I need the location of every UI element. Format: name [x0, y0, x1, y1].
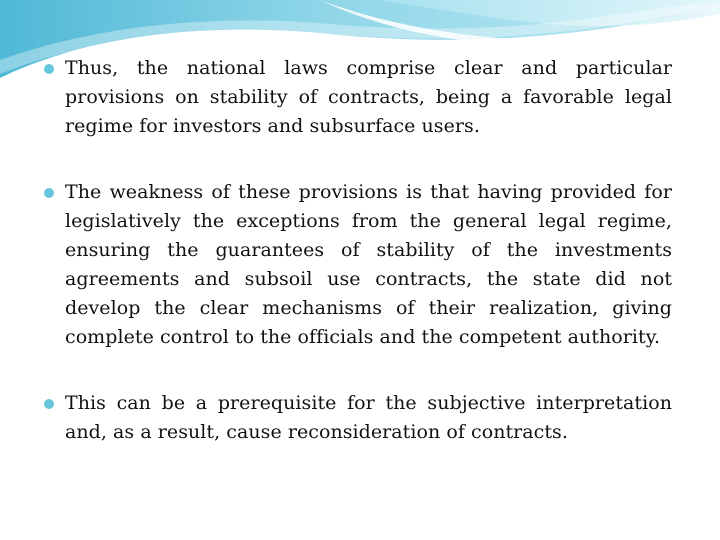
bullet-item	[44, 54, 672, 141]
bullet-text: The weakness of these provisions is that having provided for legislatively the exceptions from the general legal regime, ensuring the guarantees of stability of the investments agreements and subsoil use contracts, the state did not develop the clear mechanisms of their realization, giving complete control to the officials and the competent authority.	[65, 181, 672, 348]
bullet-text: Thus, the national laws comprise clear and particular provisions on stability of contracts, being a favorable legal regime for investors and subsurface users.	[65, 57, 672, 137]
bullet-item	[44, 178, 672, 352]
filled-circle-icon	[44, 399, 54, 409]
bullet-list	[44, 54, 672, 447]
filled-circle-icon	[44, 188, 54, 198]
filled-circle-icon	[44, 64, 54, 74]
bullet-text: This can be a prerequisite for the subjective interpretation and, as a result, cause reconsideration of contracts.	[65, 392, 672, 443]
bullet-item	[44, 389, 672, 447]
